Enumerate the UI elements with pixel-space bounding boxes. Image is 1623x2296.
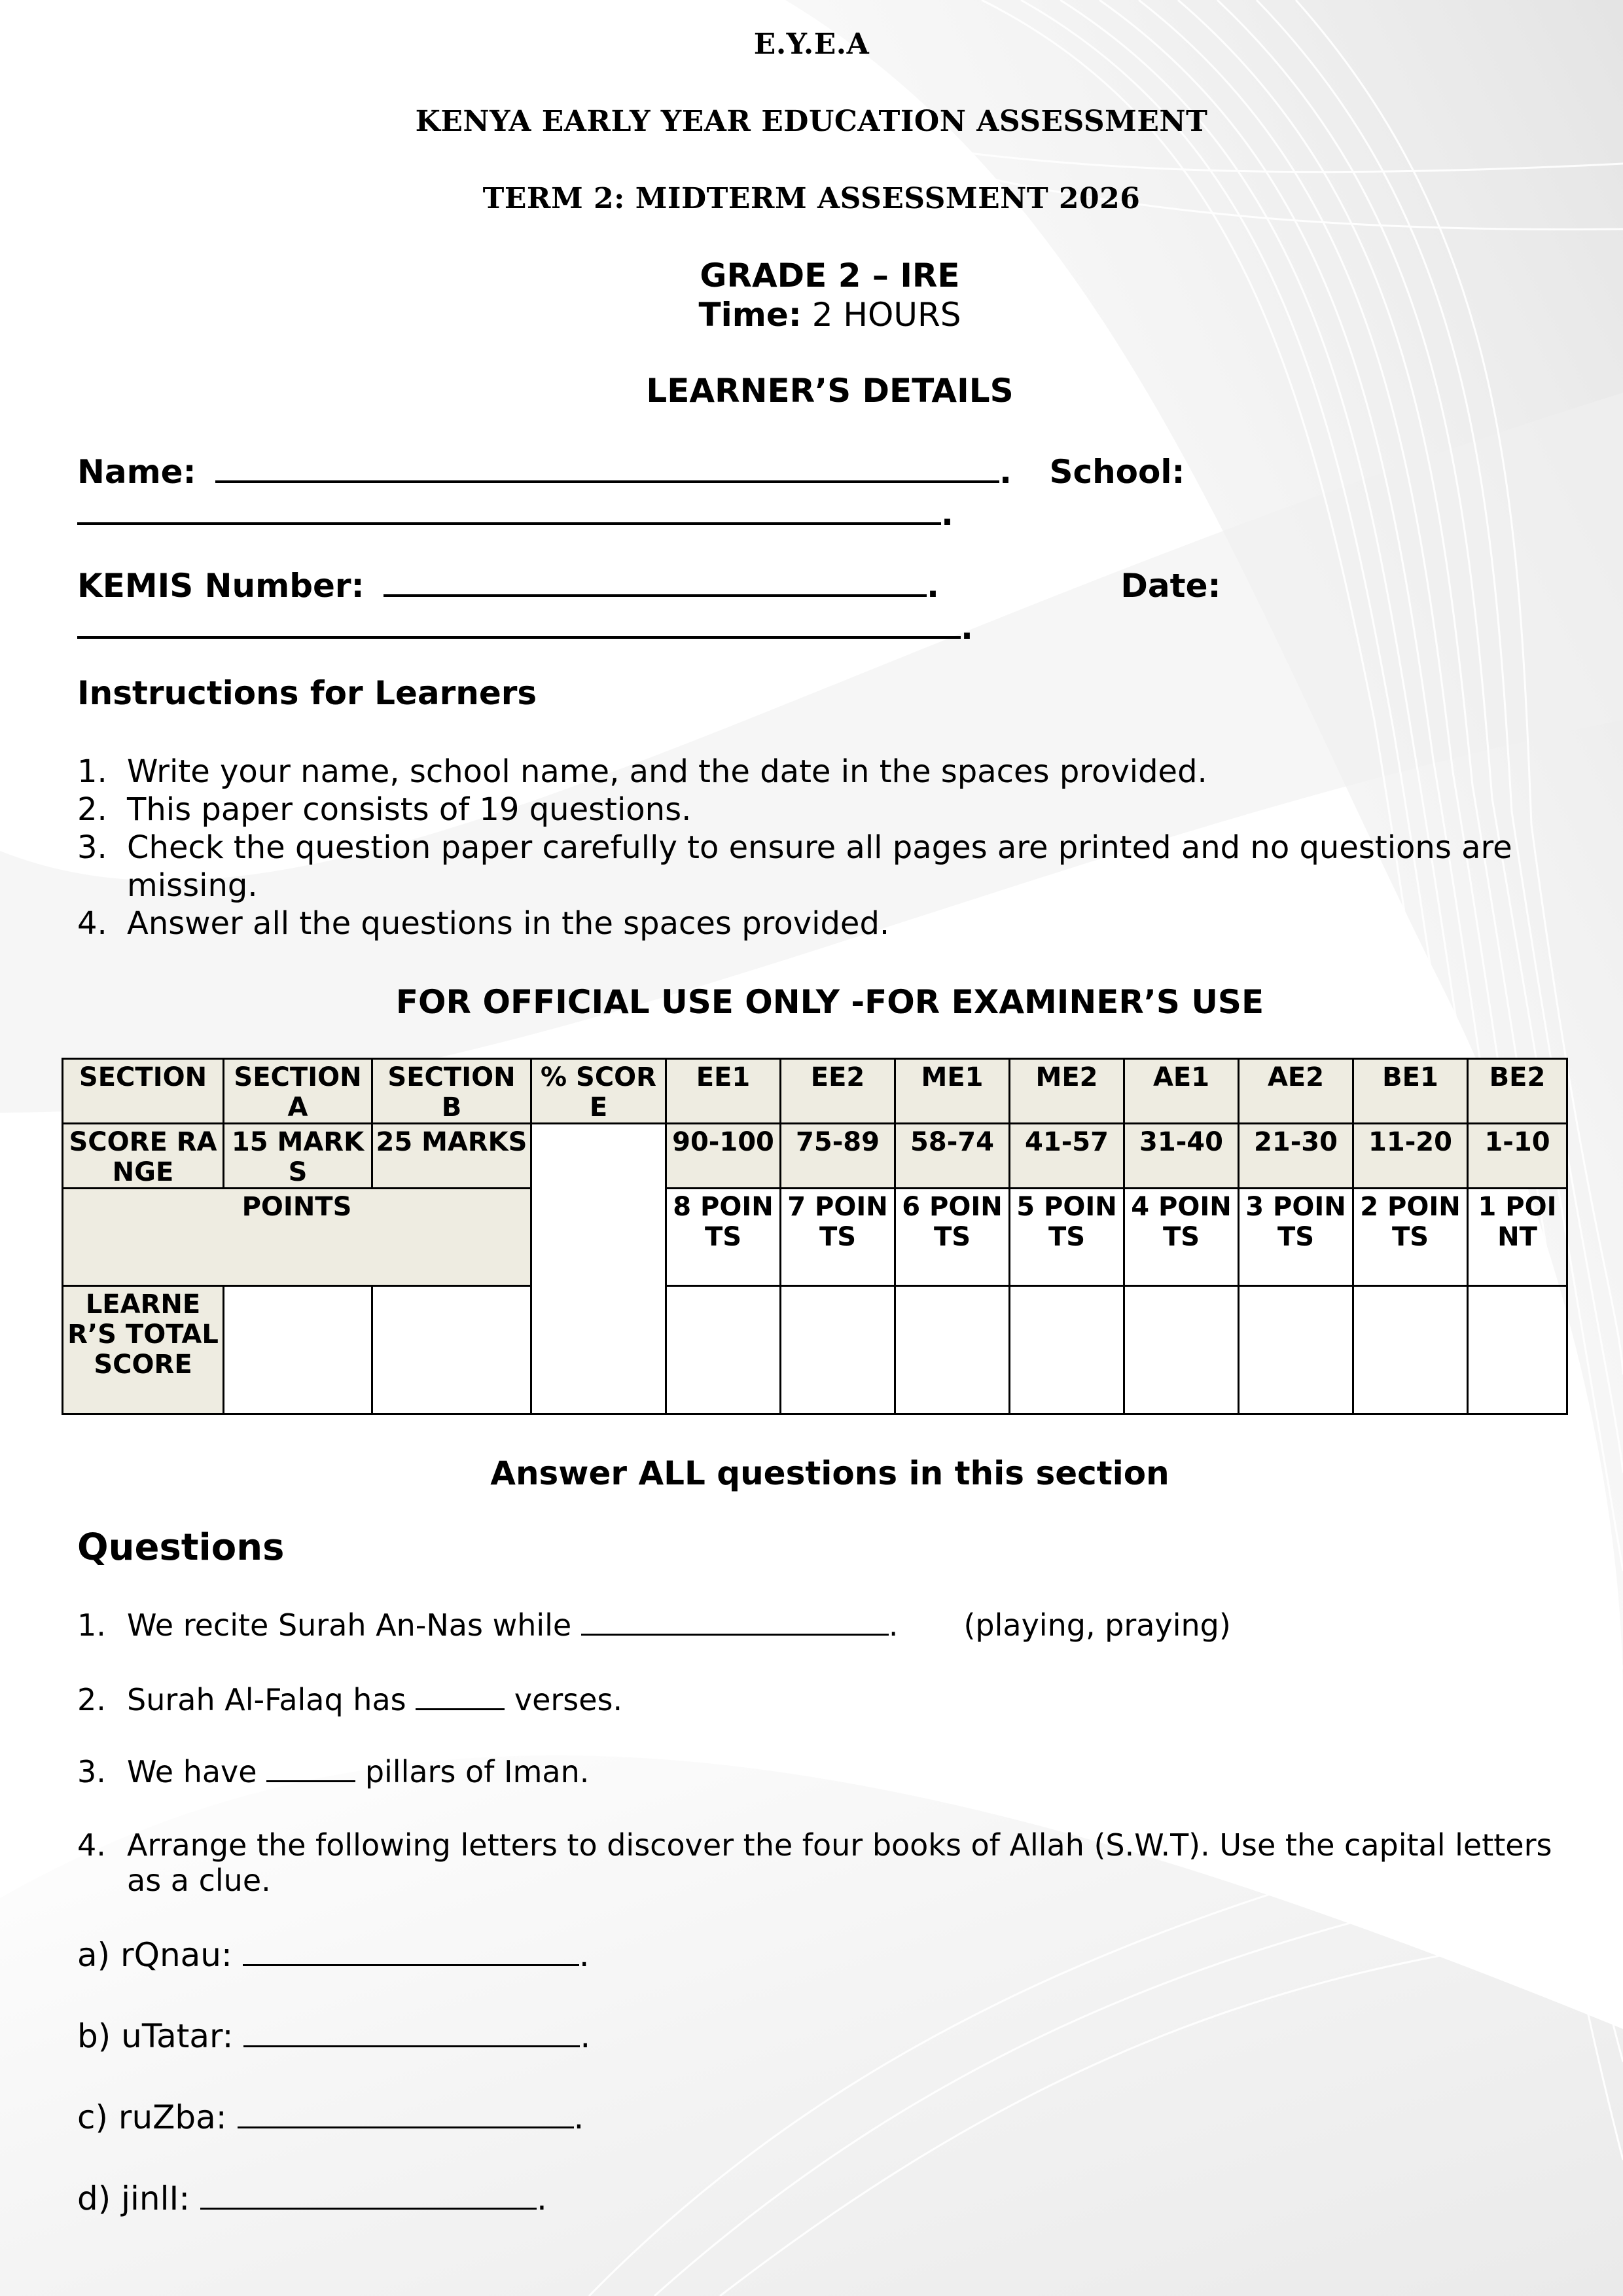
table-header-cell: ME2: [1010, 1059, 1124, 1124]
score-range-label: SCORE RANGE: [63, 1124, 224, 1189]
time-value: 2 HOURS: [812, 296, 961, 334]
table-header-cell: BE1: [1353, 1059, 1468, 1124]
section-a-score-cell[interactable]: [224, 1285, 372, 1414]
answer-blank[interactable]: [200, 2181, 537, 2210]
total-score-row: [63, 1285, 1567, 1414]
answer-options: (playing, praying): [963, 1607, 1231, 1643]
percent-score-cell[interactable]: [531, 1124, 666, 1414]
range-cell: 90-100: [666, 1124, 781, 1189]
points-cell: 2 POINTS: [1353, 1189, 1468, 1285]
kemis-field[interactable]: [383, 562, 927, 597]
level-score-cell[interactable]: [1239, 1285, 1353, 1414]
points-cell: 8 POINTS: [666, 1189, 781, 1285]
section-b-score-cell[interactable]: [372, 1285, 531, 1414]
range-cell: 31-40: [1124, 1124, 1239, 1189]
org-acronym: E.Y.E.A: [753, 27, 870, 61]
school-line: .: [77, 490, 954, 533]
question-1: 1. We recite Surah An-Nas while . (playing, praying): [77, 1607, 1231, 1643]
score-range-row: [63, 1124, 1567, 1189]
instruction-item: 3. Check the question paper carefully to ensure all pages are printed and no questions are missing.: [77, 829, 1512, 904]
date-field[interactable]: [77, 603, 961, 639]
arrange-item-d: d) jinlI: .: [77, 2179, 547, 2217]
table-header-cell: BE2: [1468, 1059, 1567, 1124]
name-field[interactable]: [215, 448, 999, 483]
level-score-cell[interactable]: [781, 1285, 895, 1414]
points-cell: 1 POINT: [1468, 1189, 1567, 1285]
instructions-list: [77, 753, 1582, 942]
time-label: Time:: [698, 296, 802, 334]
answer-blank[interactable]: [243, 2019, 580, 2047]
official-use-heading: FOR OFFICIAL USE ONLY -FOR EXAMINER’S USE: [395, 983, 1264, 1021]
arrange-item-a: a) rQnau: .: [77, 1936, 590, 1974]
points-cell: 3 POINTS: [1239, 1189, 1353, 1285]
instruction-item: 2. This paper consists of 19 questions.: [77, 791, 692, 828]
range-cell: 21-30: [1239, 1124, 1353, 1189]
table-header-row: [63, 1059, 1567, 1124]
range-cell: 75-89: [781, 1124, 895, 1189]
level-score-cell[interactable]: [1353, 1285, 1468, 1414]
examiner-score-table: [62, 1058, 1568, 1415]
points-cell: 6 POINTS: [895, 1189, 1010, 1285]
points-row: [63, 1189, 1567, 1285]
table-header-cell: % SCORE: [531, 1059, 666, 1124]
instruction-item: 1. Write your name, school name, and the date in the spaces provided.: [77, 753, 1207, 790]
range-cell: 1-10: [1468, 1124, 1567, 1189]
name-label: Name:: [77, 453, 196, 491]
arrange-item-c: c) ruZba: .: [77, 2098, 584, 2136]
exam-body-title: KENYA EARLY YEAR EDUCATION ASSESSMENT: [415, 105, 1208, 138]
total-score-label: LEARNER’S TOTAL SCORE: [63, 1285, 224, 1414]
date-label: Date:: [1120, 567, 1221, 605]
points-cell: 5 POINTS: [1010, 1189, 1124, 1285]
section-a-marks: 15 MARKS: [224, 1124, 372, 1189]
table-header-cell: SECTION: [63, 1059, 224, 1124]
range-cell: 11-20: [1353, 1124, 1468, 1189]
table-header-cell: ME1: [895, 1059, 1010, 1124]
arrange-item-b: b) uTatar: .: [77, 2017, 591, 2055]
range-cell: 41-57: [1010, 1124, 1124, 1189]
school-field[interactable]: [77, 490, 941, 525]
question-4: 4. Arrange the following letters to discover the four books of Allah (S.W.T). Use the capital letters as a clue.: [77, 1827, 1552, 1898]
answer-blank[interactable]: [581, 1607, 889, 1636]
section-b-marks: 25 MARKS: [372, 1124, 531, 1189]
table-header-cell: SECTION B: [372, 1059, 531, 1124]
time-line: [0, 296, 1623, 334]
school-label: School:: [1049, 453, 1185, 491]
level-score-cell[interactable]: [1468, 1285, 1567, 1414]
points-cell: 4 POINTS: [1124, 1189, 1239, 1285]
instructions-heading: Instructions for Learners: [77, 674, 537, 712]
range-cell: 58-74: [895, 1124, 1010, 1189]
learner-details-heading: LEARNER’S DETAILS: [646, 372, 1014, 410]
name-school-line: Name: . School:: [77, 448, 1185, 491]
table-header-cell: EE1: [666, 1059, 781, 1124]
level-score-cell[interactable]: [1010, 1285, 1124, 1414]
points-cell: 7 POINTS: [781, 1189, 895, 1285]
term-title: TERM 2: MIDTERM ASSESSMENT 2026: [482, 182, 1141, 215]
kemis-date-line: KEMIS Number: . Date:: [77, 562, 1221, 605]
table-header-cell: EE2: [781, 1059, 895, 1124]
instruction-item: 4. Answer all the questions in the spaces provided.: [77, 905, 890, 942]
level-score-cell[interactable]: [895, 1285, 1010, 1414]
points-label: POINTS: [63, 1189, 531, 1285]
answer-blank[interactable]: [266, 1754, 355, 1782]
section-instruction: Answer ALL questions in this section: [490, 1454, 1169, 1492]
table-header-cell: AE2: [1239, 1059, 1353, 1124]
kemis-label: KEMIS Number:: [77, 567, 365, 605]
date-line: .: [77, 603, 973, 647]
answer-blank[interactable]: [243, 1938, 579, 1966]
level-score-cell[interactable]: [666, 1285, 781, 1414]
level-score-cell[interactable]: [1124, 1285, 1239, 1414]
question-2: 2. Surah Al-Falaq has verses.: [77, 1682, 623, 1717]
table-header-cell: AE1: [1124, 1059, 1239, 1124]
grade-title: GRADE 2 – IRE: [700, 257, 960, 295]
answer-blank[interactable]: [416, 1682, 505, 1710]
table-header-cell: SECTION A: [224, 1059, 372, 1124]
answer-blank[interactable]: [238, 2100, 574, 2128]
questions-heading: Questions: [77, 1526, 285, 1569]
question-3: 3. We have pillars of Iman.: [77, 1754, 590, 1789]
